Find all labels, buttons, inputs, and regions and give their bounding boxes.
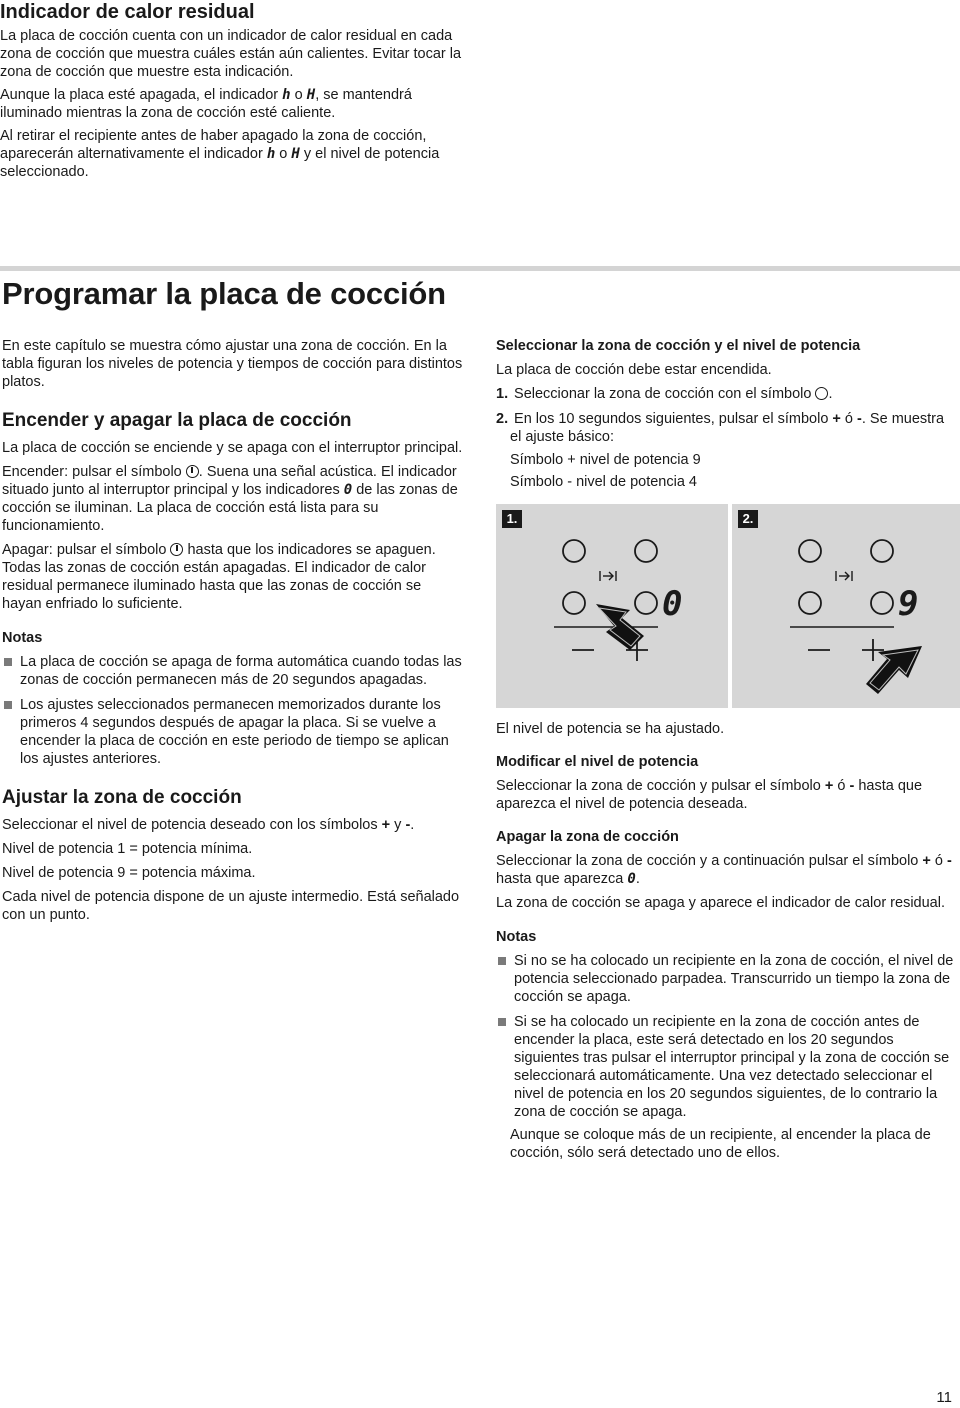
note-item-1: La placa de cocción se apaga de forma automática cuando todas las zonas de cocción permanecen más de 20 segundos apagadas. [2, 653, 464, 689]
residual-H-symbol: H [306, 87, 316, 103]
residual-paragraph-1: La placa de cocción cuenta con un indicador de calor residual en cada zona de cocción que muestra cuáles están aún calientes. Evitar tocar la zona de cocción que muestre esta indicación. [0, 28, 462, 80]
section-divider [0, 266, 960, 271]
notes-heading-1: Notas [2, 630, 43, 646]
select-step-2: 2. En los 10 segundos siguientes, pulsar el símbolo + ó -. Se muestra el ajuste básico: [496, 411, 945, 445]
cooktop-panel-2-illustration [732, 504, 960, 708]
onoff-paragraph-3: Apagar: pulsar el símbolo hasta que los indicadores se apaguen. Todas las zonas de cocción están apagadas. El indicador de calor residual permanece iluminado hasta que las zonas de cocción se hayan enfriado lo suficiente. [2, 542, 436, 612]
off-paragraph-2: La zona de cocción se apaga y aparece el indicador de calor residual. [496, 895, 945, 911]
zone-circle-bottom-left [563, 592, 585, 614]
note-item-2: Los ajustes seleccionados permanecen memorizados durante los primeros 4 segundos después de apagar la placa. Si se vuelve a encender la placa de cocción en este periodo de tiempo se aplican los ajustes anteriores. [2, 696, 464, 768]
zero-indicator-symbol: 0 [343, 482, 353, 498]
note2-item-2: Si se ha colocado un recipiente en la zona de cocción antes de encender la placa, este será detectado en los 20 segundos siguientes tras pulsar el interruptor principal y la zona de cocción se seleccionará automáticamente. Una vez detectado seleccionar el nivel de potencia en los 20 segundos siguientes, de lo contrario la zona de cocción se apaga. [496, 1013, 958, 1121]
cooktop-panel-step-2 [732, 504, 960, 708]
modify-paragraph: Seleccionar la zona de cocción y pulsar el símbolo + ó - hasta que aparezca el nivel de potencia deseada. [496, 778, 923, 812]
adjust-paragraph-1: Seleccionar el nivel de potencia deseado con los símbolos + y -. [2, 817, 415, 833]
residual-paragraph-3: Al retirar el recipiente antes de haber apagado la zona de cocción, aparecerán alternativamente el indicador h o H y el nivel de potencia seleccionado. [0, 128, 440, 180]
adjust-heading: Ajustar la zona de cocción [2, 787, 242, 808]
pointer-arrow-icon [866, 646, 922, 694]
onoff-paragraph-1: La placa de cocción se enciende y se apaga con el interruptor principal. [2, 440, 463, 456]
cooktop-panel-1-illustration [496, 504, 728, 708]
residual-heading: Indicador de calor residual [0, 1, 255, 23]
select-step-1: 1. Seleccionar la zona de cocción con el símbolo . [496, 386, 833, 402]
select-sub-1: Símbolo + nivel de potencia 9 [510, 452, 701, 468]
select-heading: Seleccionar la zona de cocción y el nivel de potencia [496, 338, 861, 354]
panel-key-icon [600, 571, 616, 581]
residual-H-symbol-2: H [291, 146, 300, 162]
onoff-paragraph-2: Encender: pulsar el símbolo . Suena una señal acústica. El indicador situado junto al interruptor principal y los indicadores 0 de las zonas de cocción se iluminan. La placa de cocción está lista para su funcionamiento. [2, 464, 458, 534]
adjust-paragraph-4: Cada nivel de potencia dispone de un ajuste intermedio. Está señalado con un punto. [2, 889, 460, 923]
select-after-text: El nivel de potencia se ha ajustado. [496, 721, 725, 737]
note2-extra: Aunque se coloque más de un recipiente, al encender la placa de cocción, sólo será detectado uno de ellos. [510, 1127, 931, 1161]
adjust-paragraph-3: Nivel de potencia 9 = potencia máxima. [2, 865, 256, 881]
panel-key-icon [836, 571, 852, 581]
left-column [2, 337, 464, 924]
residual-h-symbol-2: h [266, 146, 276, 162]
onoff-heading: Encender y apagar la placa de cocción [2, 410, 352, 431]
notes-heading-2: Notas [496, 929, 537, 945]
residual-h-symbol: h [282, 87, 291, 103]
select-sub-2: Símbolo - nivel de potencia 4 [510, 474, 697, 490]
off-heading: Apagar la zona de cocción [496, 829, 679, 845]
panel-badge-2: 2. [738, 510, 758, 528]
zone-circle-bottom-left [799, 592, 821, 614]
page-number: 11 [936, 1389, 952, 1406]
zone-circle-icon [815, 387, 828, 400]
residual-paragraph-2: Aunque la placa esté apagada, el indicador h o H, se mantendrá iluminado mientras la zona de cocción esté caliente. [0, 87, 412, 121]
zone-circle-top-left [799, 540, 821, 562]
zone-circle-top-left [563, 540, 585, 562]
power-icon-2 [170, 543, 183, 556]
adjust-paragraph-2: Nivel de potencia 1 = potencia mínima. [2, 841, 253, 857]
panel-1-digit: 0 [662, 584, 683, 624]
zero-indicator-symbol-2: 0 [627, 871, 636, 887]
zone-circle-top-right [635, 540, 657, 562]
zone-circle-bottom-right [871, 592, 893, 614]
cooktop-panel-step-1 [496, 504, 728, 708]
intro-paragraph: En este capítulo se muestra cómo ajustar una zona de cocción. En la tabla figuran los niveles de potencia y tiempos de cocción para distintos platos. [2, 338, 463, 390]
zone-circle-top-right [871, 540, 893, 562]
panel-2-digit: 9 [898, 584, 919, 624]
modify-heading: Modificar el nivel de potencia [496, 754, 699, 770]
note2-item-1: Si no se ha colocado un recipiente en la zona de cocción, el nivel de potencia seleccionado parpadea. Transcurrido un tiempo la zona de cocción se apaga. [496, 952, 958, 1006]
right-column-top [496, 337, 958, 491]
select-paragraph-1: La placa de cocción debe estar encendida. [496, 362, 772, 378]
residual-heat-section [0, 0, 470, 181]
off-paragraph-1: Seleccionar la zona de cocción y a continuación pulsar el símbolo + ó - hasta que aparezca 0. [496, 853, 952, 887]
page-title: Programar la placa de cocción [2, 276, 446, 311]
zone-circle-bottom-right [635, 592, 657, 614]
plus-icon [862, 639, 884, 661]
right-column-bottom [496, 720, 958, 1162]
panel-badge-1: 1. [502, 510, 522, 528]
power-icon [186, 465, 199, 478]
